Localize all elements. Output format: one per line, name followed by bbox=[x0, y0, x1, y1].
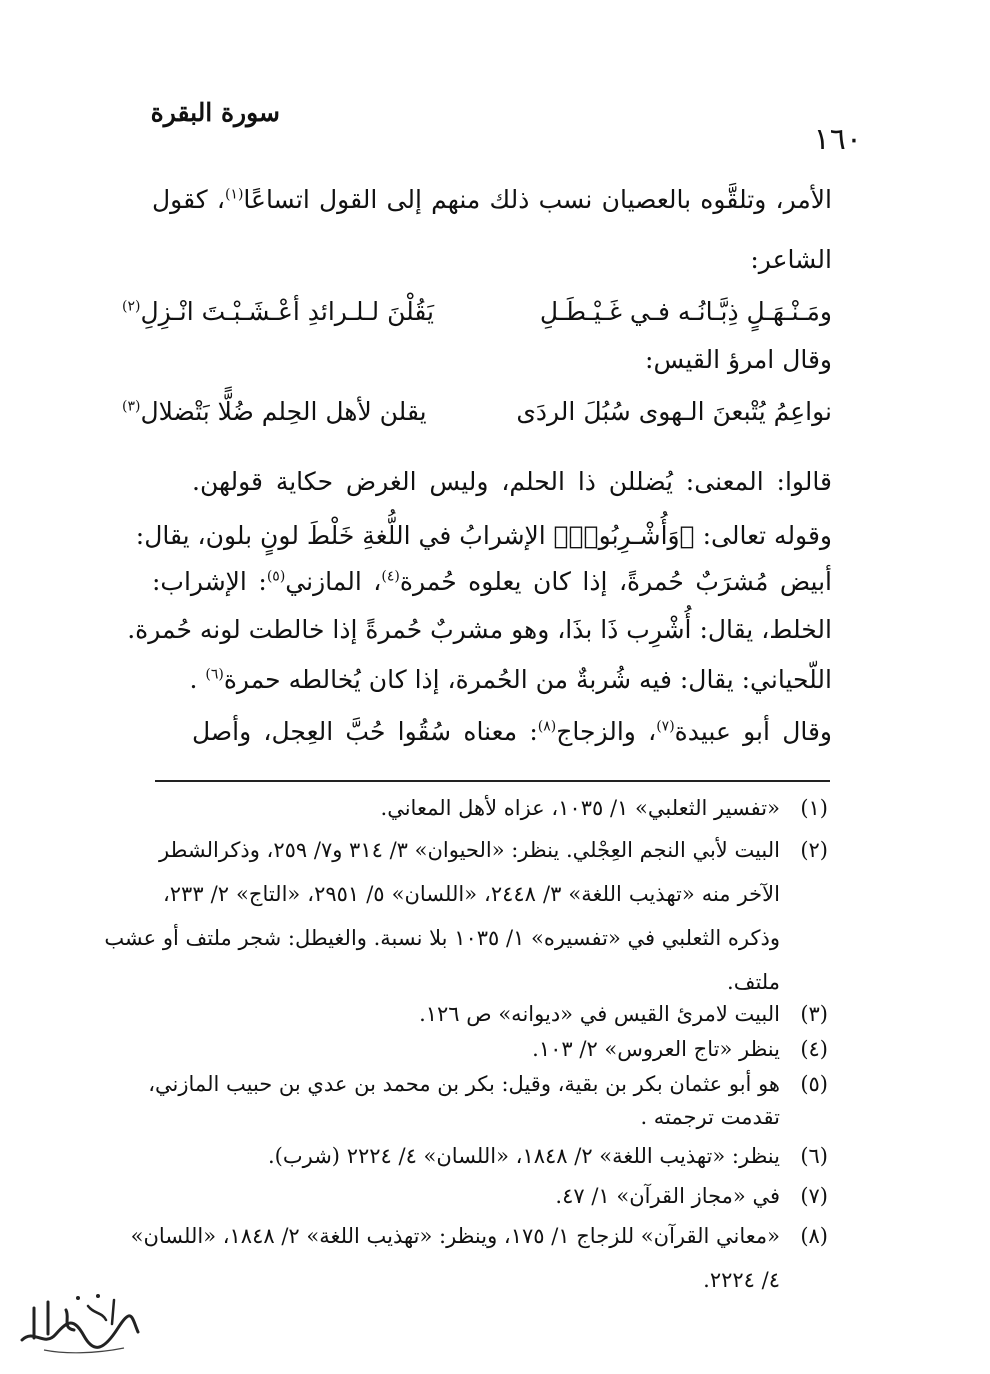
footnote-number: (٣) bbox=[800, 1002, 828, 1026]
footnote-separator bbox=[155, 780, 830, 782]
surah-title: سورة البقرة bbox=[150, 98, 280, 127]
footnote-number: (٦) bbox=[800, 1144, 828, 1168]
footnote-number: (١) bbox=[800, 796, 828, 820]
library-stamp-logo bbox=[14, 1288, 144, 1358]
footnote-ref: (٢) bbox=[122, 298, 141, 315]
body-line-11: وقال أبو عبيدة$^{(٧)}$، والزجاج$^{(٨)}$: معناه سُقُوا حُبَّ العِجل، وأصل bbox=[192, 717, 832, 746]
body-line-7: وقوله تعالى: ﴿وَأُشْـرِبُوا۟﴾ الإشرابُ في اللُّغةِ خَلْطَ لونٍ بلون، يقال: bbox=[135, 521, 832, 550]
body-line-9: الخلط، يقال: أُشْرِب ذَا بذَا، وهو مشربٌ حُمرةً إذا خالطت لونه حُمرة. bbox=[127, 615, 832, 644]
footnote-ref: (٥) bbox=[266, 568, 286, 585]
footnote-4: (٤) ينظر «تاج العروس» ٢/ ١٠٣. bbox=[163, 1033, 828, 1066]
page-number: ١٦٠ bbox=[813, 122, 862, 157]
poetry-verse-2 bbox=[122, 390, 832, 434]
footnote-number: (٥) bbox=[800, 1072, 828, 1096]
verse-first-hemistich: نواعِمُ يُتْبعنَ الـهوى سُبُلَ الردَى bbox=[516, 397, 832, 426]
footnote-number: (٧) bbox=[800, 1184, 828, 1208]
footnote-ref: (٤) bbox=[381, 568, 400, 585]
footnote-7: (٧) في «مجاز القرآن» ١/ ٤٧. bbox=[163, 1180, 828, 1213]
footnote-2: (٢) البيت لأبي النجم العِجْلي. ينظر: «الحيوان» ٣/ ٣١٤ و٧/ ٢٥٩، وذكرالشطر الآخر منه «تهذيب اللغة» ٣/ ٢٤٤٨، «اللسان» ٥/ ٢٩٥١، «التاج» ٢/ ٢٣٣، وذكره الثعلبي في «تفسيره» ١/ ١٠٣٥ بلا نسبة. والغيطل: شجر ملتف أو عشب ملتف. bbox=[163, 834, 828, 1010]
verse-first-hemistich: ومَـنْـهَـلٍ ذِبَّـانُـه فـي غَـيْـطَـلِ bbox=[539, 297, 832, 326]
footnote-5: (٥) هو أبو عثمان بكر بن بقية، وقيل: بكر بن محمد بن عدي بن حبيب المازني، تقدمت ترجمته . bbox=[163, 1068, 828, 1134]
verse-second-hemistich: يقلن لأهل الحِلم ضُلًّا بَتْضلال$^{(٣)}$ bbox=[122, 397, 427, 426]
body-line-6: قالوا: المعنى: يُضللن ذا الحلم، وليس الغرض حكاية قولهن. bbox=[192, 467, 832, 496]
poetry-verse-1 bbox=[122, 290, 832, 334]
page-header bbox=[100, 98, 890, 168]
footnote-ref: (٨) bbox=[537, 718, 557, 735]
footnote-6: (٦) ينظر: «تهذيب اللغة» ٢/ ١٨٤٨، «اللسان» ٤/ ٢٢٢٤ (شرب). bbox=[163, 1140, 828, 1173]
body-line-4: وقال امرؤ القيس: bbox=[645, 345, 832, 374]
footnote-ref: (٦) bbox=[205, 666, 224, 683]
verse-second-hemistich: يَقُلْنَ لـلـرائدِ أعْـشَـبْـتَ انْـزِلِ$^{(٢)}$ bbox=[122, 297, 434, 326]
footnote-ref: (١) bbox=[224, 186, 244, 203]
footnote-3: (٣) البيت لامرئ القيس في «ديوانه» ص ١٢٦. bbox=[163, 998, 828, 1031]
footnote-1: (١) «تفسير الثعلبي» ١/ ١٠٣٥، عزاه لأهل المعاني. bbox=[163, 792, 828, 825]
body-line-8: أبيض مُشرَبٌ حُمرةً، إذا كان يعلوه حُمرة$^{(٤)}$، المازني$^{(٥)}$: الإشراب: bbox=[152, 567, 832, 596]
footnote-number: (٢) bbox=[800, 838, 828, 862]
footnote-number: (٨) bbox=[800, 1224, 828, 1248]
footnote-number: (٤) bbox=[800, 1037, 828, 1061]
footnote-ref: (٣) bbox=[122, 398, 141, 415]
body-line-2: الشاعر: bbox=[750, 245, 832, 274]
body-line-1: الأمر، وتلقَّوه بالعصيان نسب ذلك منهم إلى القول اتساعًا$^{(١)}$، كقول bbox=[152, 185, 832, 214]
footnote-ref: (٧) bbox=[656, 718, 675, 735]
footnote-8: (٨) «معاني القرآن» للزجاج ١/ ١٧٥، وينظر: «تهذيب اللغة» ٢/ ١٨٤٨، «اللسان» ٤/ ٢٢٢٤. bbox=[163, 1220, 828, 1308]
body-line-10: اللّحياني: يقال: فيه شُربةٌ من الحُمرة، إذا كان يُخالطه حمرة$^{(٦)}$ . bbox=[189, 665, 832, 694]
